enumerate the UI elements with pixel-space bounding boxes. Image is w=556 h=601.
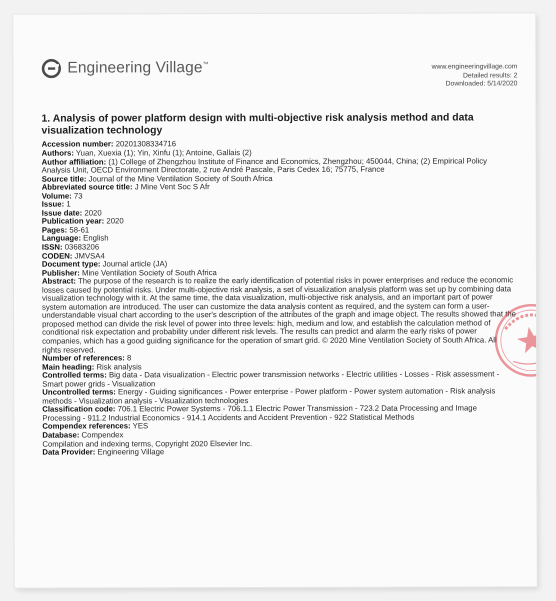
field-value: 58-61 bbox=[69, 225, 90, 235]
field-label: Issue date: bbox=[41, 208, 83, 218]
field-value: 8 bbox=[126, 353, 132, 363]
record-title: 1. Analysis of power platform design with multi-objective risk analysis method and data visualization technology bbox=[41, 112, 474, 137]
field-value: YES bbox=[132, 421, 149, 431]
document-page bbox=[13, 13, 536, 587]
record-field bbox=[42, 277, 516, 355]
field-label: Volume: bbox=[41, 191, 72, 201]
field-label: Publisher: bbox=[41, 268, 80, 278]
field-value: (1) College of Zhengzhou Institute of Finance and Economics, Zhengzhou; 450044, China; (2) Empirical Policy Analysis Unit, OECD Environment Directorate, 2 rue André Pascale, Paris Cedex 16; 75775, France bbox=[41, 155, 488, 175]
field-value: Big data - Data visualization - Electric power transmission networks - Electric utilities - Losses - Risk assessment - Smart power grids - Visualization bbox=[42, 369, 500, 389]
page-header bbox=[13, 13, 535, 110]
field-value: Risk analysis bbox=[96, 361, 142, 372]
record-field bbox=[42, 447, 516, 457]
field-value: Compilation and indexing terms, Copyright 2020 Elsevier Inc. bbox=[42, 438, 253, 449]
field-value: Compendex bbox=[81, 430, 124, 440]
field-label: Main heading: bbox=[42, 362, 95, 372]
field-value: Engineering Village bbox=[97, 447, 165, 457]
field-label: Pages: bbox=[41, 225, 68, 235]
download-date: Downloaded: 5/14/2020 bbox=[445, 80, 518, 88]
field-label: Abstract: bbox=[41, 276, 76, 286]
field-value: Yuan, Xuexia (1); Yin, Xinfu (1); Antoine, Gallais (2) bbox=[75, 148, 252, 158]
field-label: Issue: bbox=[41, 199, 65, 209]
detailed-results-count: Detailed results: 2 bbox=[462, 71, 518, 80]
field-value: 706.1 Electric Power Systems - 706.1.1 Electric Power Transmission - 723.2 Data Processing and Image Processing - 911.2 Industrial Economics - 914.1 Accidents and Accident Prevention - 922 Statistical Methods bbox=[42, 403, 477, 423]
record-content bbox=[42, 112, 517, 457]
field-label: Authors: bbox=[41, 148, 74, 158]
brand-logo bbox=[41, 58, 208, 78]
field-value: 73 bbox=[73, 191, 83, 201]
field-label: ISSN: bbox=[41, 242, 63, 252]
field-label: Publication year: bbox=[41, 216, 105, 226]
field-value: English bbox=[83, 233, 109, 243]
field-value: The purpose of the research is to realize the early identification of potential risks in power enterprises and reduce the economic losses caused by potential risks. Under multi-objective risk analysis, a set of visualization analysis platform was set up by combining data visualization technology with it. At the same time, the data visualization, multi-objective risk analysis, and an important part of power system automation are introduced. The user can customize the data analysis content as required, and the system can form a user-understandable visual chart according to the user's description of the attributes of the graph and image object. The results showed that the proposed method can divide the risk level of power into three levels: high, medium and low, and establish the calculation method of conditional risk expectation and probability under different risk levels. The results can predict and alarm the early risks of power companies, which has a good guiding significance for the operation of smart grid. © 2020 Mine Ventilation Society of South Africa. All rights reserved. bbox=[41, 275, 517, 355]
record-field bbox=[42, 405, 516, 423]
engineering-village-logo-icon bbox=[41, 59, 61, 79]
field-value: 20201308334716 bbox=[115, 139, 177, 149]
field-label: Accession number: bbox=[41, 139, 114, 150]
brand-trademark: ™ bbox=[202, 62, 209, 69]
field-value: Energy - Guiding significances - Power enterprise - Power platform - Power system automation - Risk analysis methods - Visualization analysis - Visualization technologies bbox=[42, 386, 496, 406]
download-info bbox=[432, 63, 518, 89]
field-label: Author affiliation: bbox=[41, 156, 107, 167]
field-value: Mine Ventilation Society of South Africa bbox=[81, 267, 217, 278]
field-value: 1 bbox=[66, 199, 71, 209]
field-label: Source title: bbox=[41, 174, 87, 184]
website-url: www.engineeringvillage.com bbox=[431, 63, 518, 71]
brand-name: Engineering Village™ bbox=[67, 59, 209, 77]
field-value: Journal article (JA) bbox=[102, 259, 168, 269]
field-label: Document type: bbox=[41, 259, 101, 269]
field-label: Database: bbox=[42, 430, 80, 440]
field-value: 03683206 bbox=[64, 242, 100, 252]
record-fields bbox=[42, 140, 517, 457]
field-label: Compendex references: bbox=[42, 421, 131, 432]
field-label: Controlled terms: bbox=[42, 370, 107, 380]
field-label: CODEN: bbox=[41, 251, 73, 261]
field-value: JMVSA4 bbox=[74, 250, 105, 261]
field-label: Data Provider: bbox=[42, 447, 96, 457]
field-label: Number of references: bbox=[42, 353, 125, 363]
field-value: 2020 bbox=[106, 216, 124, 226]
field-value: 2020 bbox=[84, 208, 102, 218]
field-value: J Mine Vent Soc S Afr bbox=[134, 182, 210, 192]
record-field bbox=[42, 157, 516, 175]
field-label: Abbreviated source title: bbox=[41, 182, 133, 192]
field-label: Uncontrolled terms: bbox=[42, 387, 116, 397]
field-label: Classification code: bbox=[42, 404, 116, 414]
field-label: Language: bbox=[41, 233, 82, 244]
field-value: Journal of the Mine Ventilation Society of South Africa bbox=[88, 173, 273, 184]
